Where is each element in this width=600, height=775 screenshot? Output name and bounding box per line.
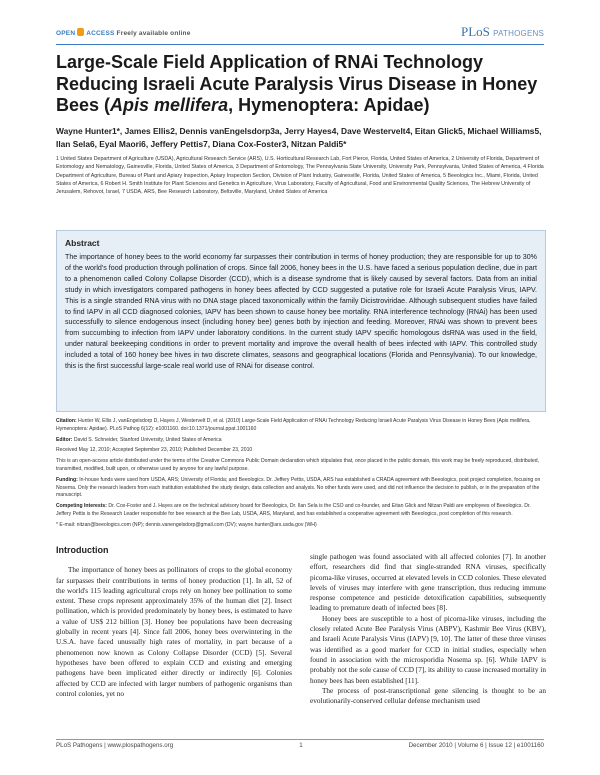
article-metadata xyxy=(56,418,546,533)
intro-paragraph-4: The process of post-transcriptional gene silencing is thought to be an evolutionarily-conserved cellular defense mechanism used xyxy=(310,686,546,706)
title-part-1: Large-Scale Field Application of RNAi Technology Reducing Israeli Acute Paralysis Virus Disease in Honey Bees ( xyxy=(56,52,538,115)
body-column-right xyxy=(310,552,546,706)
abstract-heading: Abstract xyxy=(65,238,100,248)
introduction-heading: Introduction xyxy=(56,545,109,555)
page-number: 1 xyxy=(299,742,303,749)
footer-rule xyxy=(56,739,544,740)
abstract-text: The importance of honey bees to the world economy far surpasses their contribution in terms of honey production; they are responsible for up to 30% of the world's food production through pollination of crops. Since fall 2006, honey bees in the U.S. have faced a serious population decline, due in part to a phenomenon called Colony Collapse Disorder (CCD), which is a disease syndrome that is likely caused by several factors. Data from an initial study in which investigators compared pathogens in honey bees affected by CCD suggested a putative role for Israeli Acute Paralysis Virus, IAPV. This is a single stranded RNA virus with no DNA stage placed taxonomically within the family Dicistroviridae. Although subsequent studies have failed to find IAPV in all CCD diagnosed colonies, IAPV has been shown to cause honey bee mortality. RNA interference technology (RNAi) has been used successfully to silence endogenous insect (including honey bee) genes both by injection and feeding. Moreover, RNAi was shown to prevent bees from succumbing to infection from IAPV under laboratory conditions. In the current study IAPV specific homologous dsRNA was used in the field, under natural beekeeping conditions in order to prevent mortality and improve the overall health of bees infected with IAPV. This controlled study included a total of 160 honey bee hives in two discrete climates, seasons and geographical locations (Florida and Pennsylvania). To our knowledge, this is the first successful large-scale real world use of RNAi for disease control. xyxy=(65,253,537,371)
freely-available-label: Freely available online xyxy=(116,30,191,37)
affiliations: 1 United States Department of Agriculture (USDA), Agricultural Research Service (ARS), U.S. Horticultural Research Lab, Fort Pierce, Florida, United States of America, 2 University of Florida, Department of Entomology and Nematology, Gainesville, Florida, United States of America, 3 Department of Entomology, The Pennsylvania State University, University Park, Pennsylvania, United States of America, 4 Florida Department of Agriculture, Bureau of Plant and Apiary Inspection, Apiary Inspection Section, Division of Plant Industry, Gainesville, Florida, United States of America, 5 Beeologics Inc., Miami, Florida, United States of America, 6 Robert H. Smith Institute for Plant Sciences and Genetics in Agriculture, Virus Laboratory, Faculty of Agricultural, Food and Environmental Quality Sciences, The Hebrew University of Jerusalem, Rehovot, Israel, 7 USDA, ARS, Bee Research Laboratory, Beltsville, Maryland, United States of America xyxy=(56,156,544,196)
open-access-badge[interactable] xyxy=(56,28,191,37)
dates: Received May 12, 2010; Accepted September 23, 2010; Published December 23, 2010 xyxy=(56,447,253,454)
author-list: Wayne Hunter1*, James Ellis2, Dennis vanEngelsdorp3a, Jerry Hayes4, Dave Westervelt4, Eitan Glick5, Michael Williams5, Ilan Sela6, Eyal Maori6, Jeffery Pettis7, Diana Cox-Foster3, Nitzan Paldi5* xyxy=(56,126,542,149)
journal-header xyxy=(56,24,544,44)
page-footer xyxy=(56,742,544,749)
access-label: ACCESS xyxy=(86,30,115,37)
title-part-2: , Hymenoptera: Apidae) xyxy=(228,95,430,115)
logo-sub: PATHOGENS xyxy=(493,29,544,38)
abstract-box xyxy=(56,230,546,412)
email-contacts[interactable]: * E-mail: nitzan@beeologics.com (NP); dennis.vanengelsdorp@gmail.com (DV); wayne.hunter@ars.usda.gov (WH) xyxy=(56,521,317,528)
editor: Editor: David S. Schneider, Stanford University, United States of America xyxy=(56,436,222,443)
body-column-left xyxy=(56,545,292,699)
copyright-statement: This is an open-access article distributed under the terms of the Creative Commons Public Domain declaration which stipulates that, once placed in the public domain, this work may be freely reproduced, distributed, transmitted, modified, built upon, or otherwise used by anyone for any lawful purpose. xyxy=(56,458,540,472)
plos-pathogens-logo xyxy=(461,24,544,40)
intro-paragraph-3: Honey bees are susceptible to a host of picorna-like viruses, including the closely related Acute Bee Paralysis Virus (ABPV), Kashmir Bee Virus (KBV), and Israeli Acute Paralysis Virus (IAPV) [9, 10]. The latter of these three viruses was identified as a good marker for CCD in initial studies, especially when found in association with the microsporidia Nosema sp. [6]. While IAPV is probably not the sole cause of CCD [7], its ability to cause increased mortality in honey bees has been established [11]. xyxy=(310,614,546,685)
open-access-lock-icon xyxy=(77,28,84,36)
intro-paragraph-1: The importance of honey bees as pollinators of crops to the global economy far surpasses their contributions in terms of honey production [1]. In all, 52 of the world's 115 leading agricultural crops rely on honey bee pollination to some extent. These crops represent approximately 35% of the human diet [2]. Insect pollination, which is provided predominately by honey bees, is estimated to have a value of US$ 212 billion [3]. Honey bee populations have been decreasing globally in recent years [4]. Since fall 2006, honey bees overwintering in the U.S.A. have faced unusually high rates of mortality, in part because of a phenomenon now known as Colony Collapse Disorder (CCD) [5]. Several hypotheses have been offered to explain CCD and existing and emerging pathogens have been implicated either directly or indirectly [6]. Colonies affected by CCD are infected with larger numbers of pathogenic organisms than control colonies, yet no xyxy=(56,566,292,698)
competing-interests: Competing Interests: Dr. Cox-Foster and J. Hayes are on the technical advisory board for Beeologics, Dr. Ilan Sela is the CSO and co-founder, and Eitan Glick and Nitzan Paldi are employees of Beeologics. Dr. Jeffery Pettis is the Research Leader responsible for bee research at the Bee Lab, USDA, ARS, Maryland, and has established a cooperative agreement with Beeologics, post completion of this research. xyxy=(56,503,531,517)
logo-main: PLoS xyxy=(461,24,490,39)
footer-issue: December 2010 | Volume 6 | Issue 12 | e1001160 xyxy=(408,742,544,749)
title-species: Apis mellifera xyxy=(110,95,229,115)
intro-paragraph-2: single pathogen was found associated with all affected colonies [7]. In another effort, researchers did find that single-stranded RNA viruses, specifically picorna-like viruses, occurred at elevated levels in CCD colonies. These elevated levels of viruses may interfere with gene transcription, thus reducing immune response competence and pesticide detoxification capabilities, subsequently leading to premature death of infected bees [8]. xyxy=(310,553,546,613)
funding: Funding: In-house funds were used from USDA, ARS; University of Florida; and Beeologics. Dr. Jeffery Pettis, USDA, ARS has established a CRADA agreement with Beeologics, post project completion, focusing on Nosema. Only the research leaders from each institution established the study design, data collection and analysis. No other funds were used, and did not influence the decision to publish, or in the preparation of the manuscript. xyxy=(56,476,541,499)
citation: Citation: Hunter W, Ellis J, vanEngelsdorp D, Hayes J, Westervelt D, et al. (2010) Large-Scale Field Application of RNAi Technology Reducing Israeli Acute Paralysis Virus Disease in Honey Bees (Apis mellifera, Hymenoptera: Apidae). PLoS Pathog 6(12): e1001160. doi:10.1371/journal.ppat.1001160 xyxy=(56,418,531,432)
article-title xyxy=(56,52,546,117)
open-label: OPEN xyxy=(56,30,76,37)
footer-journal[interactable]: PLoS Pathogens | www.plospathogens.org xyxy=(56,742,174,749)
header-rule xyxy=(56,44,544,45)
